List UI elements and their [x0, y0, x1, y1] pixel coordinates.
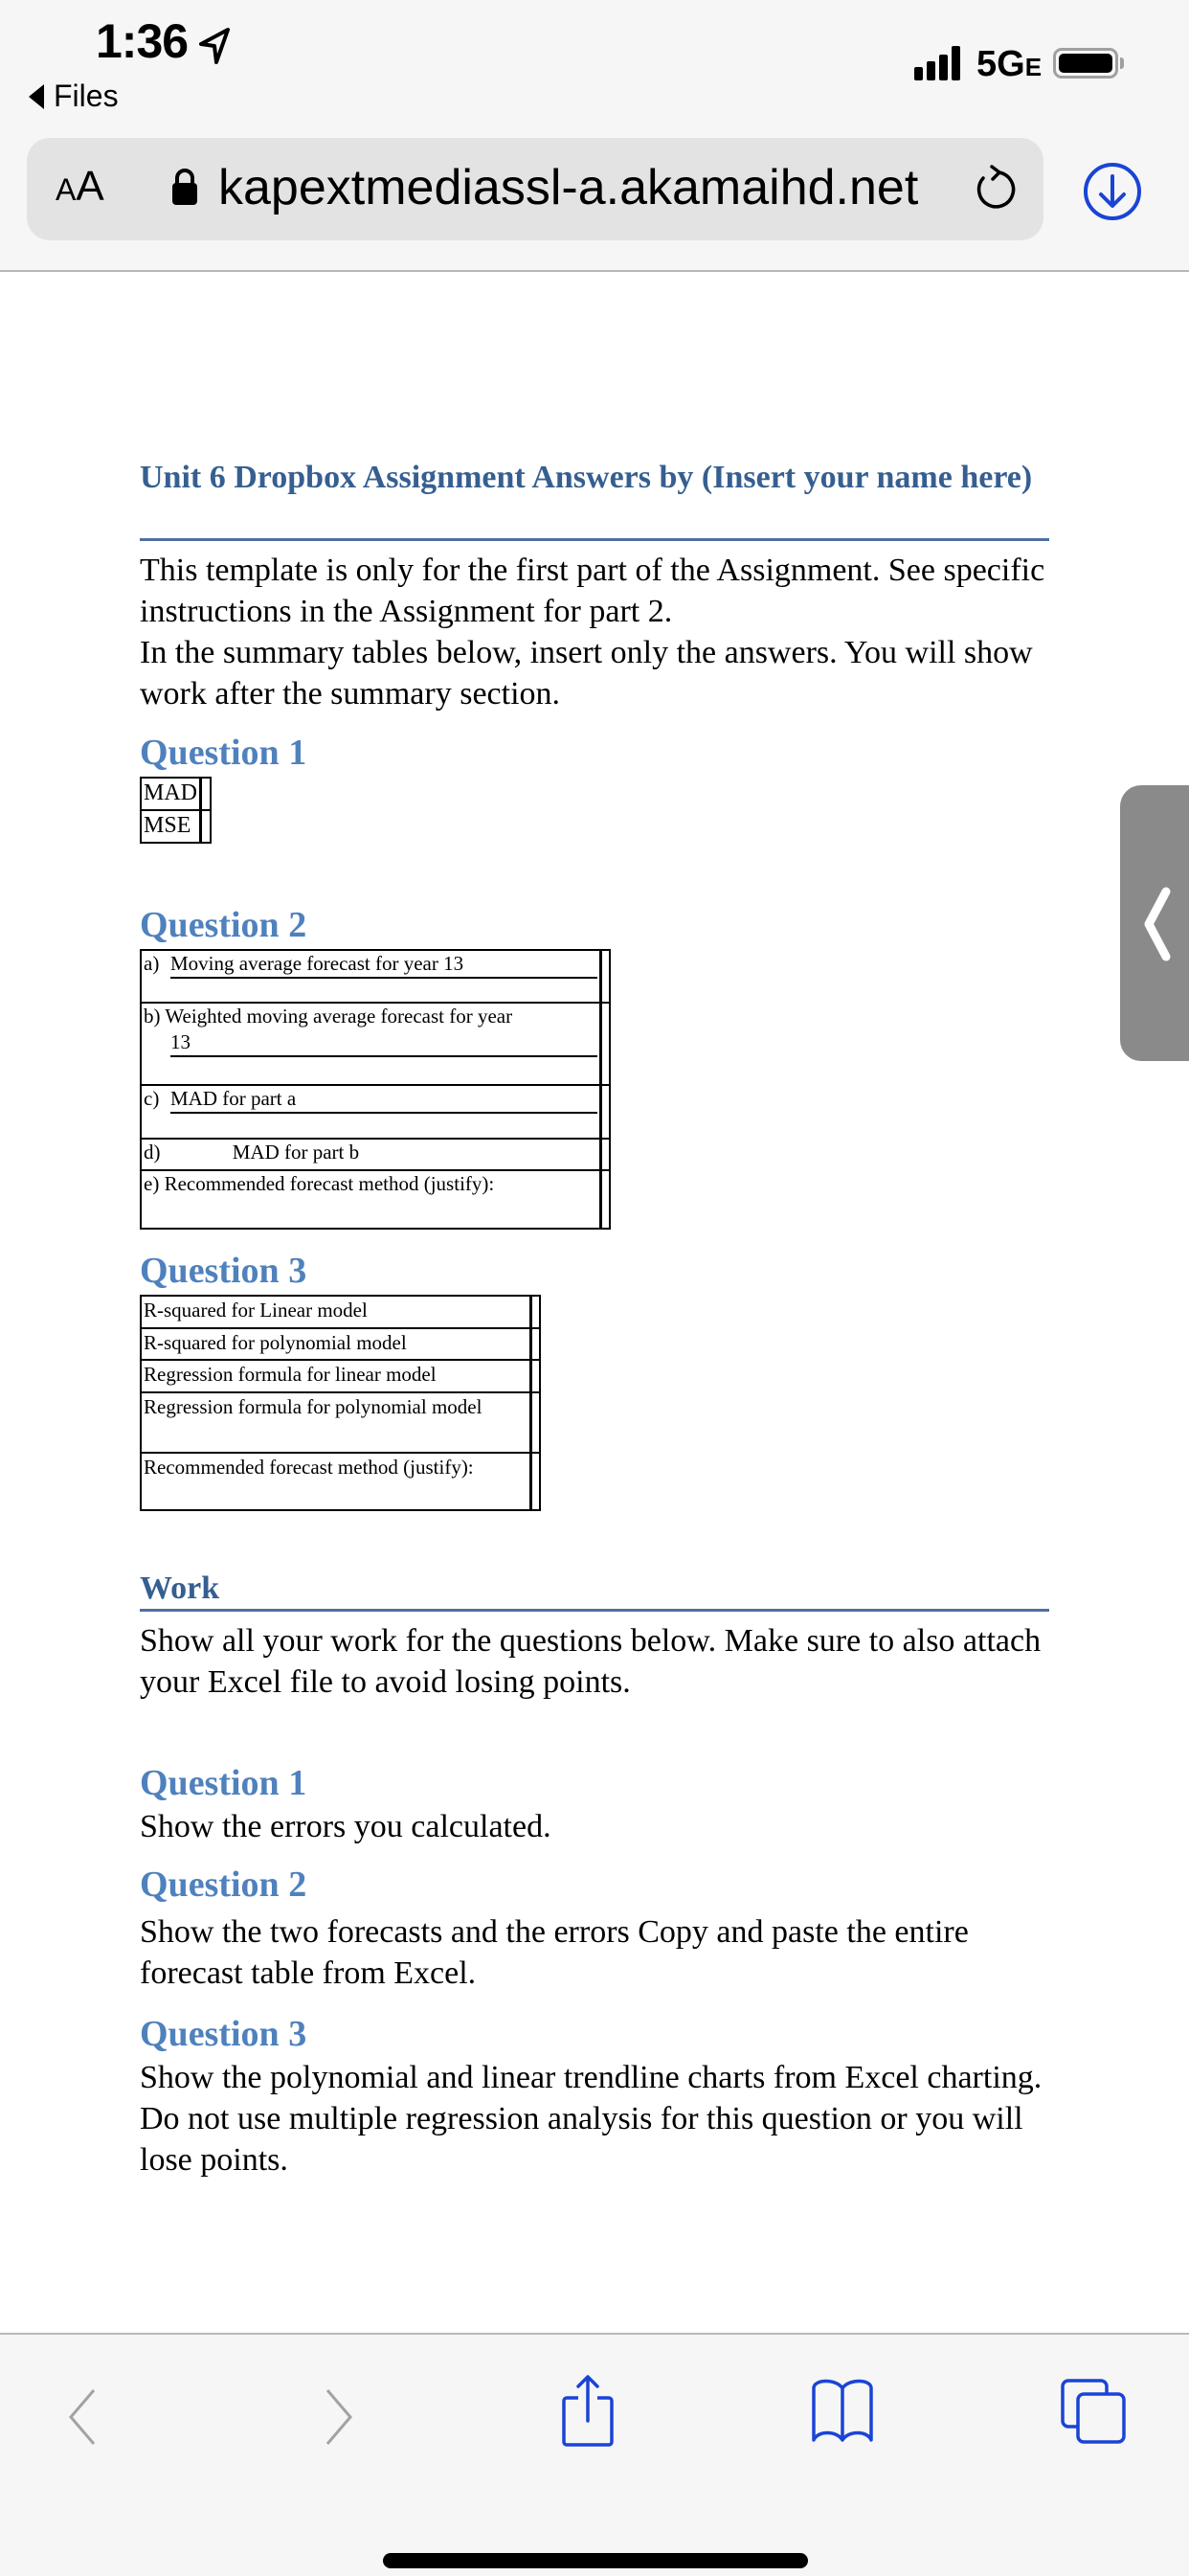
table-row [141, 1360, 540, 1392]
network-type: 5G [976, 44, 1025, 84]
summary-question-1-heading: Question 1 [140, 733, 307, 773]
bookmarks-icon[interactable] [808, 2377, 877, 2446]
back-to-files-label: Files [54, 79, 119, 113]
table-row [141, 810, 211, 843]
work-question-3-heading: Question 3 [140, 2014, 307, 2054]
back-to-files-button[interactable] [29, 79, 119, 114]
work-question-1-text: Show the errors you calculated. [140, 1809, 551, 1844]
location-arrow-icon [197, 27, 232, 65]
table-row [141, 1328, 540, 1360]
download-icon[interactable] [1082, 161, 1143, 222]
answer-cell[interactable] [530, 1392, 540, 1453]
row-label: e) Recommended forecast method (justify): [141, 1170, 600, 1229]
answer-cell[interactable] [600, 1085, 610, 1139]
tabs-icon[interactable] [1059, 2377, 1128, 2446]
work-question-3-text: Show the polynomial and linear trendline charts from Excel charting. Do not use multiple regression analysis for this question or you will lose points. [140, 2060, 1043, 2178]
question-1-table [140, 777, 212, 844]
table-row [141, 1085, 610, 1139]
question-3-table [140, 1295, 541, 1511]
work-question-2-heading: Question 2 [140, 1864, 307, 1905]
row-label: Regression formula for linear model [141, 1360, 530, 1392]
answer-cell[interactable] [530, 1453, 540, 1510]
lock-icon [170, 167, 199, 207]
answer-cell[interactable] [600, 1139, 610, 1170]
row-label: MAD [141, 778, 201, 810]
signal-icon [914, 46, 960, 80]
table-row [141, 778, 211, 810]
answer-cell[interactable] [530, 1296, 540, 1328]
work-intro: Show all your work for the questions below. Make sure to also attach your Excel file to avoid losing points. [140, 1623, 1042, 1700]
answer-cell[interactable] [201, 778, 211, 810]
answer-cell[interactable] [600, 950, 610, 1003]
battery-icon [1053, 48, 1118, 79]
answer-cell[interactable] [600, 1170, 610, 1229]
answer-cell[interactable] [530, 1328, 540, 1360]
table-row [141, 1453, 540, 1510]
answer-cell[interactable] [201, 810, 211, 843]
chevron-left-icon [1139, 886, 1174, 962]
row-label: a) Moving average forecast for year 13 [141, 950, 600, 1003]
work-question-1-heading: Question 1 [140, 1763, 307, 1803]
side-panel-tab[interactable] [1120, 785, 1189, 1061]
work-heading: Work [140, 1570, 220, 1606]
row-label: R-squared for Linear model [141, 1296, 530, 1328]
battery-nub [1120, 57, 1124, 69]
table-row [141, 1296, 540, 1328]
back-triangle-icon [29, 84, 44, 109]
row-label: MSE [141, 810, 201, 843]
answer-cell[interactable] [600, 1003, 610, 1085]
home-indicator[interactable] [383, 2553, 808, 2568]
work-question-2-text: Show the two forecasts and the errors Copy and paste the entire forecast table from Excel. [140, 1914, 969, 1991]
forward-icon[interactable] [320, 2388, 358, 2446]
document-title: Unit 6 Dropbox Assignment Answers by (Insert your name here) [140, 460, 1033, 495]
row-label: R-squared for polynomial model [141, 1328, 530, 1360]
address-bar[interactable] [27, 138, 1043, 240]
status-time: 1:36 [96, 14, 189, 68]
intro-paragraph-2: In the summary tables below, insert only the answers. You will show work after the summary section. [140, 635, 1033, 712]
question-2-table [140, 949, 611, 1230]
row-label: b) Weighted moving average forecast for year 13 [141, 1003, 600, 1085]
reload-icon[interactable] [970, 165, 1020, 215]
row-label: Regression formula for polynomial model [141, 1392, 530, 1453]
url-text[interactable]: kapextmediassl-a.akamaihd.net [218, 160, 919, 215]
intro-paragraph-1: This template is only for the first part of the Assignment. See specific instructions in the Assignment for part 2. [140, 553, 1045, 629]
table-row [141, 1139, 610, 1170]
table-row [141, 1392, 540, 1453]
title-rule [140, 538, 1049, 541]
row-label: Recommended forecast method (justify): [141, 1453, 530, 1510]
table-row [141, 1003, 610, 1085]
browser-top-bar [0, 0, 1189, 272]
back-icon[interactable] [63, 2388, 101, 2446]
share-icon[interactable] [559, 2373, 617, 2450]
network-indicator [976, 44, 1042, 85]
row-label: c) MAD for part a [141, 1085, 600, 1139]
row-label: d) MAD for part b [141, 1139, 600, 1170]
text-size-button[interactable]: AA [56, 163, 104, 210]
summary-question-3-heading: Question 3 [140, 1251, 307, 1291]
table-row [141, 1170, 610, 1229]
answer-cell[interactable] [530, 1360, 540, 1392]
table-row [141, 950, 610, 1003]
work-rule [140, 1609, 1049, 1612]
browser-bottom-toolbar [0, 2333, 1189, 2576]
network-suffix: E [1024, 53, 1043, 81]
summary-question-2-heading: Question 2 [140, 905, 307, 945]
